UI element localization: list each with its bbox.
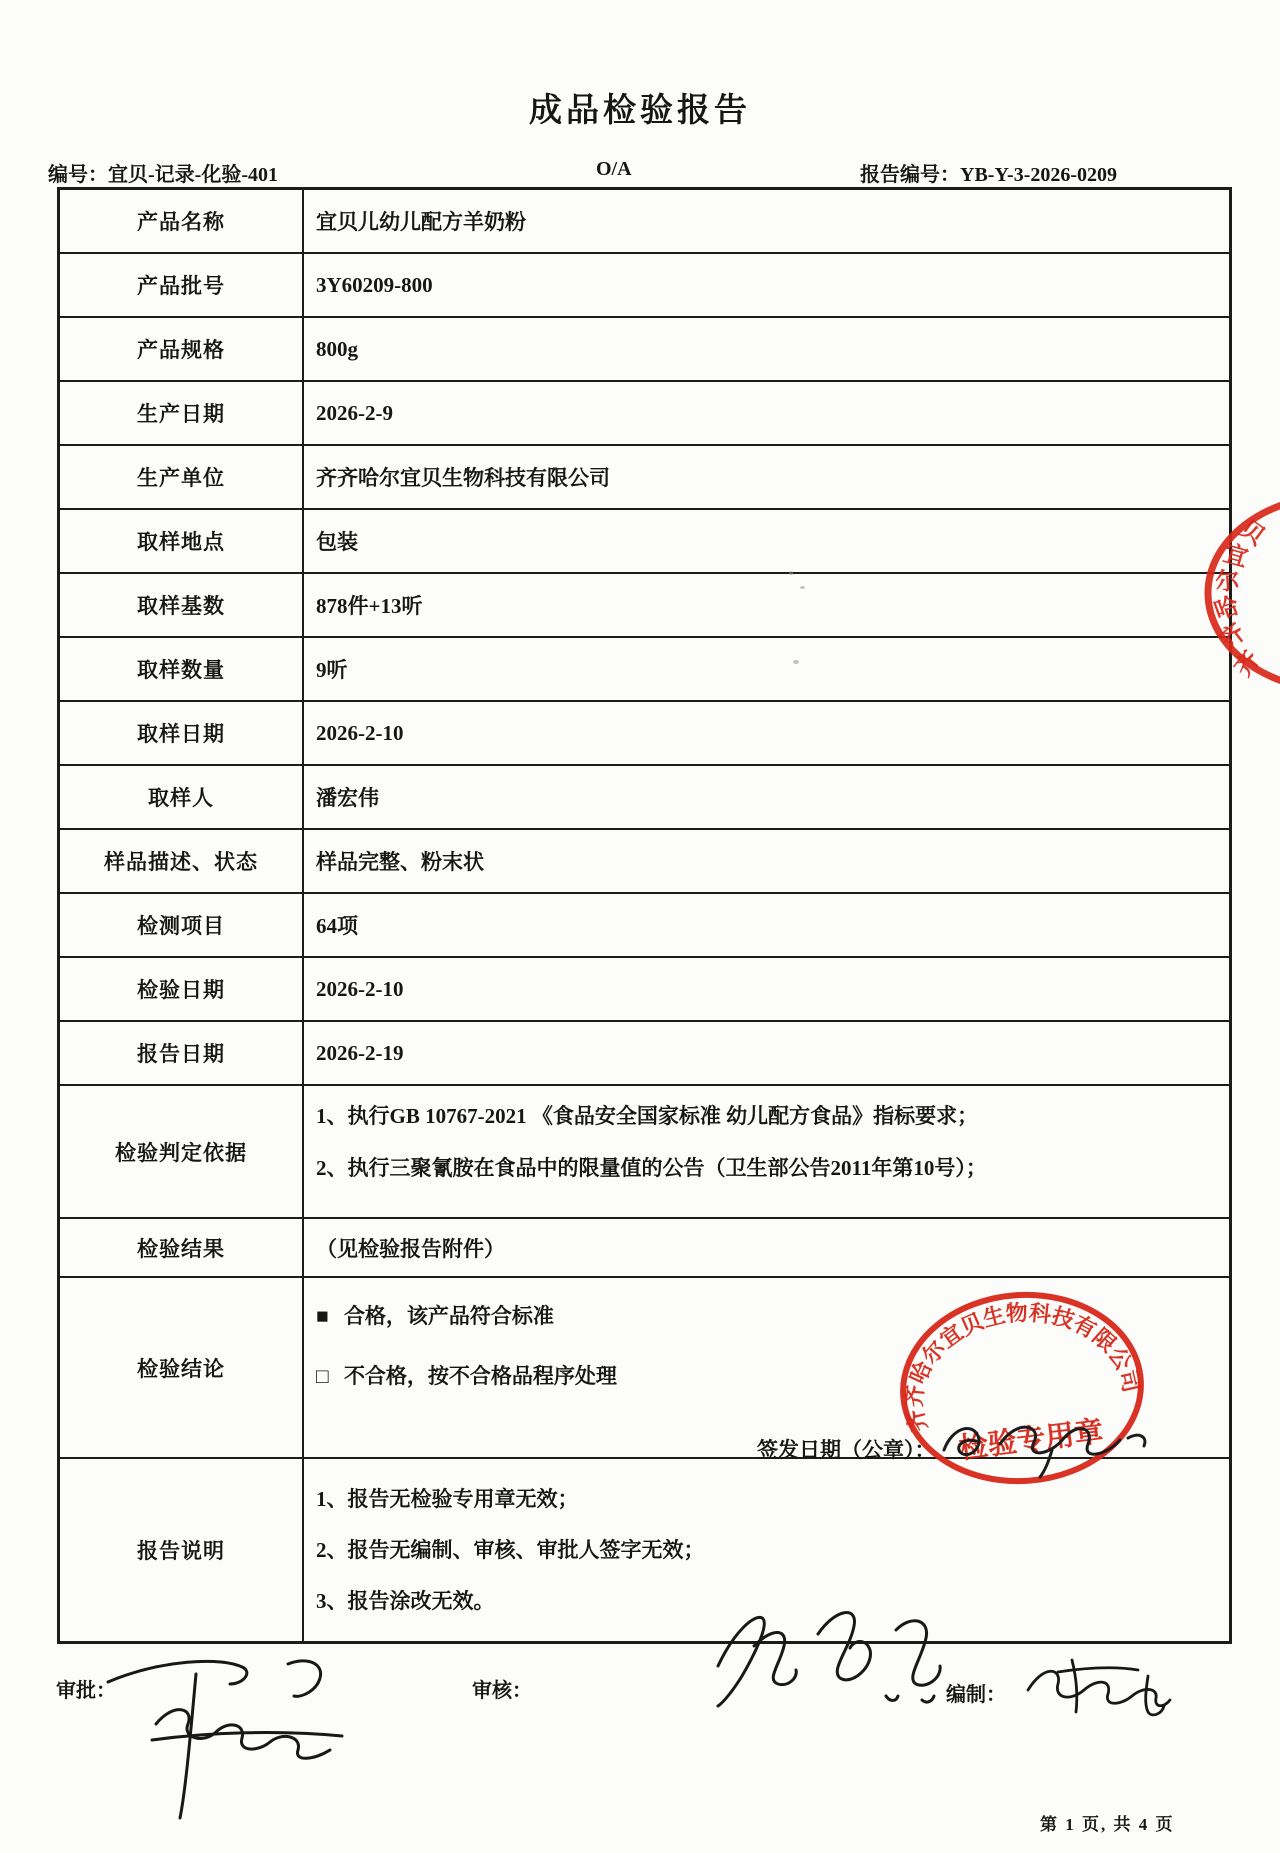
review-signature [690,1592,980,1722]
table-row [60,574,1229,638]
table-row [60,702,1229,766]
conclusion-pass-text: 合格，该产品符合标准 [343,1304,554,1328]
page-title: 成品检验报告 [529,93,751,129]
table-row [60,254,1229,318]
basis-line-2: 2、执行三聚氰胺在食品中的限量值的公告（卫生部公告2011年第10号）； [316,1156,987,1180]
table-row-conclusion [60,1278,1229,1462]
report-number: 报告编号：YB-Y-3-2026-0209 [860,164,1118,186]
prepare-label: 编制： [946,1684,1006,1706]
table-row [60,766,1229,830]
scan-speck [800,586,805,589]
prepare-signature [1018,1646,1178,1724]
row-label: 报告说明 [60,1459,304,1641]
doc-version: O/A [596,158,632,180]
stamp-type-text: 检验专用章 [957,1415,1106,1466]
row-value: 2026-2-9 [316,400,393,425]
scan-speck [789,571,793,575]
checkbox-checked-icon: ■ [316,1304,329,1328]
row-value: 878件+13听 [316,594,423,618]
table-row [60,1022,1229,1086]
row-label: 产品名称 [60,190,304,252]
note-line-1: 1、报告无检验专用章无效； [316,1487,579,1511]
row-label: 样品描述、状态 [60,830,304,892]
row-label: 生产单位 [60,446,304,508]
row-label: 检验结果 [60,1219,304,1276]
edge-stamp-char: 尔 [1214,568,1241,596]
row-label: 报告日期 [60,1022,304,1084]
table-row [60,446,1229,510]
table-row-notes [60,1459,1229,1641]
table-row [60,638,1229,702]
row-value: 2026-2-19 [316,1040,404,1065]
table-row [60,958,1229,1022]
table-row [60,382,1229,446]
scan-speck [793,660,799,664]
row-value [304,1278,1229,1462]
row-label: 检验日期 [60,958,304,1020]
row-label: 取样人 [60,766,304,828]
row-label: 检测项目 [60,894,304,956]
page-footer: 第 1 页, 共 4 页 [1040,1815,1175,1834]
row-label: 取样日期 [60,702,304,764]
table-row-result [60,1219,1229,1278]
row-value: 3Y60209-800 [316,272,433,297]
edge-stamp-char: 贝 [1234,515,1270,551]
table-row [60,894,1229,958]
edge-stamp-char: 齐 [1215,619,1251,655]
row-value: 包装 [316,530,358,554]
note-line-2: 2、报告无编制、审核、审批人签字无效； [316,1538,705,1562]
edge-stamp-char: 齐 [1230,646,1266,682]
basis-line-1: 1、执行GB 10767-2021 《食品安全国家标准 幼儿配方食品》指标要求； [316,1104,979,1128]
row-value: 9听 [316,658,348,682]
row-value: （见检验报告附件） [316,1236,505,1261]
table-row [60,830,1229,894]
row-value: 800g [316,336,358,361]
stamp-company-name: 齐齐哈尔宜贝生物科技有限公司 [901,1299,1145,1435]
conclusion-fail-text: 不合格，按不合格品程序处理 [343,1364,617,1388]
review-label: 审核： [472,1680,532,1702]
row-label: 取样地点 [60,510,304,572]
row-label: 产品规格 [60,318,304,380]
row-value: 齐齐哈尔宜贝生物科技有限公司 [316,466,610,490]
edge-stamp-char: 宜 [1220,540,1251,573]
conclusion-pass-line [316,1302,554,1330]
row-label: 取样基数 [60,574,304,636]
table-row-basis [60,1086,1229,1219]
row-value [304,1086,1229,1217]
row-value: 样品完整、粉末状 [316,850,484,874]
row-value: 64项 [316,914,358,938]
report-table [57,187,1232,1644]
row-label: 产品批号 [60,254,304,316]
approve-label: 审批： [56,1680,116,1702]
table-row [60,318,1229,382]
checkbox-unchecked-icon: □ [316,1364,329,1388]
row-value: 宜贝儿幼儿配方羊奶粉 [316,210,526,234]
row-value: 2026-2-10 [316,976,404,1001]
row-value: 潘宏伟 [316,786,379,810]
meta-row [48,158,1236,184]
table-row [60,190,1229,254]
approve-signature [90,1638,390,1828]
edge-stamp-char: 哈 [1211,592,1243,626]
conclusion-fail-line [316,1362,617,1390]
row-label: 检验结论 [60,1278,304,1457]
doc-number: 编号：宜贝-记录-化验-401 [48,164,278,186]
row-label: 取样数量 [60,638,304,700]
row-value: 2026-2-10 [316,720,404,745]
row-label: 检验判定依据 [60,1086,304,1217]
note-line-3: 3、报告涂改无效。 [316,1589,495,1613]
table-row [60,510,1229,574]
issue-date-label: 签发日期（公章）： [757,1438,936,1462]
row-label: 生产日期 [60,382,304,444]
